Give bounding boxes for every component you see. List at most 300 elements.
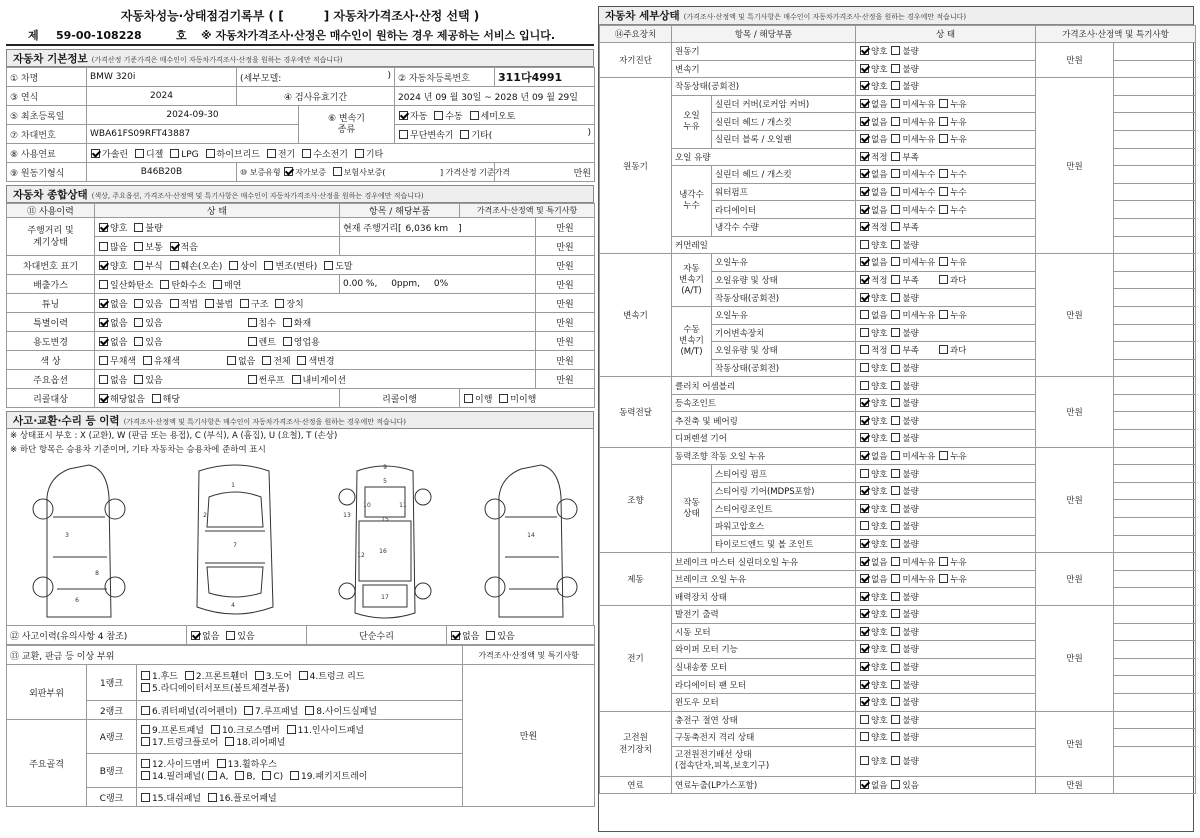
- tuning-legal-checkbox[interactable]: [170, 299, 179, 308]
- cyl-head-minor-checkbox[interactable]: [891, 117, 900, 126]
- water-pump-none-checkbox[interactable]: [860, 187, 869, 196]
- state-cyl-cover: [856, 95, 1036, 113]
- group-engine: 원동기: [600, 78, 672, 254]
- title-part-a: 자동차성능·상태점검기록부 ( [: [120, 9, 284, 23]
- item-hv-wire-2: (접속단자,피복,보호기구): [675, 761, 770, 772]
- hv-port-good-checkbox[interactable]: [860, 715, 869, 724]
- br-oil-leak-label: 누유: [950, 575, 967, 586]
- trans-auto-checkbox[interactable]: [399, 111, 408, 120]
- recall-yes-checkbox[interactable]: [152, 394, 161, 403]
- blower-good-checkbox[interactable]: [860, 662, 869, 671]
- at-oil-leak-checkbox[interactable]: [939, 257, 948, 266]
- cyl-block-none-checkbox[interactable]: [860, 134, 869, 143]
- hv-port-good-label: 양호: [871, 715, 888, 726]
- self-engine-bad-checkbox[interactable]: [891, 46, 900, 55]
- mt-gear-good-checkbox[interactable]: [860, 328, 869, 337]
- steer-joint-bad-label: 불량: [902, 504, 919, 515]
- hv-port-bad-checkbox[interactable]: [891, 715, 900, 724]
- part-3-checkbox[interactable]: [255, 671, 264, 680]
- mt-oil-leak-checkbox[interactable]: [939, 310, 948, 319]
- options-yes-label: 있음: [145, 375, 163, 386]
- special-yes-checkbox[interactable]: [134, 318, 143, 327]
- br-master-leak-checkbox[interactable]: [939, 557, 948, 566]
- br-master-minor-checkbox[interactable]: [891, 557, 900, 566]
- pillar-b-checkbox[interactable]: [235, 771, 244, 780]
- shaft-bad-label: 불량: [902, 416, 919, 427]
- at-op-good-checkbox[interactable]: [860, 293, 869, 302]
- trans-options-2: [395, 125, 595, 144]
- diagram-num-5: 5: [383, 478, 387, 485]
- usage-change-price: 만원: [536, 332, 595, 351]
- engine-type-label: ⑨ 원동기형식: [7, 163, 87, 182]
- oil-flow-low-label: 부족: [902, 152, 919, 163]
- state-power-hose: [856, 518, 1036, 536]
- ps-oil-leak-checkbox[interactable]: [939, 451, 948, 460]
- sub-coolant-leak: [672, 166, 712, 236]
- engine-op-good-label: 양호: [871, 82, 888, 93]
- usage-business-checkbox[interactable]: [283, 337, 292, 346]
- hv-wire-good-checkbox[interactable]: [860, 756, 869, 765]
- br-master-leak-label: 누유: [950, 557, 967, 568]
- diagram-num-15: 15: [381, 516, 389, 523]
- recall-not-done-checkbox[interactable]: [499, 394, 508, 403]
- item-at-flow: 오일유량 및 상태: [712, 271, 856, 289]
- alt-bad-label: 불량: [902, 610, 919, 621]
- mileage-low-checkbox[interactable]: [170, 242, 179, 251]
- accident-yes-checkbox[interactable]: [226, 631, 235, 640]
- cyl-head-leak-checkbox[interactable]: [939, 117, 948, 126]
- at-flow-ok-checkbox[interactable]: [860, 275, 869, 284]
- overall-note: (색상, 주요옵션, 가격조사·산정액 및 특기사항은 매수인이 자동차가격조사·산정을 원하는 경우에만 적습니다): [91, 192, 424, 200]
- shaft-good-checkbox[interactable]: [860, 416, 869, 425]
- diagram-num-7: 7: [233, 542, 237, 549]
- part-8-checkbox[interactable]: [305, 706, 314, 715]
- fuel-options: [87, 144, 595, 163]
- main-options-price: 만원: [536, 370, 595, 389]
- part-7-label: 7.루프패널: [255, 706, 299, 717]
- sub-steer-op: [672, 465, 712, 553]
- steer-pump-bad-checkbox[interactable]: [891, 469, 900, 478]
- vin-mark-label: 차대번호 표기: [7, 256, 95, 275]
- basic-info-note: (가격산정 기준가격은 매수인이 자동차가격조사·산정을 원하는 경우에만 적습니다): [91, 56, 343, 64]
- rank1-label: 1랭크: [87, 665, 137, 701]
- vin-mark-corrosion-checkbox[interactable]: [134, 261, 143, 270]
- car-name-value: BMW 320i: [87, 68, 237, 87]
- mt-op-good-checkbox[interactable]: [860, 363, 869, 372]
- pillar-c-checkbox[interactable]: [262, 771, 271, 780]
- at-flow-ok-label: 적정: [871, 276, 888, 287]
- part-13-checkbox[interactable]: [217, 759, 226, 768]
- cyl-cover-minor-checkbox[interactable]: [891, 99, 900, 108]
- warranty-insurer-checkbox[interactable]: [333, 167, 342, 176]
- cyl-cover-none-checkbox[interactable]: [860, 99, 869, 108]
- fuel-leak-yes-label: 있음: [902, 781, 919, 792]
- mt-flow-low-checkbox[interactable]: [891, 345, 900, 354]
- accident-none-label: 없음: [202, 631, 220, 642]
- color-full-checkbox[interactable]: [262, 356, 271, 365]
- detail-model-close: ): [387, 70, 391, 81]
- part-4-checkbox[interactable]: [299, 671, 308, 680]
- part-6-checkbox[interactable]: [141, 706, 150, 715]
- state-radiator: [856, 201, 1036, 219]
- trans-manual-checkbox[interactable]: [434, 111, 443, 120]
- sub-man-3: (M/T): [680, 347, 703, 358]
- trans-semi-checkbox[interactable]: [470, 111, 479, 120]
- repair-none-checkbox[interactable]: [451, 631, 460, 640]
- trans-other-checkbox[interactable]: [460, 130, 469, 139]
- starter-bad-checkbox[interactable]: [891, 627, 900, 636]
- water-pump-minor-checkbox[interactable]: [891, 187, 900, 196]
- diagram-num-12: 12: [357, 552, 365, 559]
- mt-flow-over-checkbox[interactable]: [939, 345, 948, 354]
- steer-pump-good-label: 양호: [871, 469, 888, 480]
- booster-good-checkbox[interactable]: [860, 592, 869, 601]
- fan-good-checkbox[interactable]: [860, 680, 869, 689]
- service-note: ※ 자동차가격조사·산정은 매수인이 원하는 경우 제공하는 서비스 입니다.: [201, 29, 556, 42]
- accident-none-checkbox[interactable]: [191, 631, 200, 640]
- trans-label-2: 종류: [337, 124, 356, 135]
- repair-yes-label: 있음: [497, 631, 515, 642]
- vin-mark-smear-checkbox[interactable]: [324, 261, 333, 270]
- item-mt-op: 작동상태(공회전): [712, 359, 856, 377]
- state-radiator-fan: [856, 676, 1036, 694]
- common-rail-good-checkbox[interactable]: [860, 240, 869, 249]
- fuel-hybrid-checkbox[interactable]: [206, 149, 215, 158]
- group-hv-2: 전기장치: [619, 744, 652, 755]
- usage-none-checkbox[interactable]: [99, 337, 108, 346]
- options-yes-checkbox[interactable]: [134, 375, 143, 384]
- sub-man-1: 수동: [683, 325, 700, 336]
- steer-pump-good-checkbox[interactable]: [860, 469, 869, 478]
- trans-semi-label: 세미오토: [480, 111, 516, 122]
- br-oil-none-checkbox[interactable]: [860, 574, 869, 583]
- state-self-trans: [856, 60, 1036, 78]
- gauge-good-checkbox[interactable]: [99, 223, 108, 232]
- accident-history-label: ⑫ 사고이력(유의사항 4 참조): [7, 626, 187, 645]
- clutch-good-checkbox[interactable]: [860, 381, 869, 390]
- diff-bad-checkbox[interactable]: [891, 433, 900, 442]
- sub-oil-leak: [672, 95, 712, 148]
- usage-yes-checkbox[interactable]: [134, 337, 143, 346]
- self-trans-good-checkbox[interactable]: [860, 64, 869, 73]
- engine-op-bad-checkbox[interactable]: [891, 81, 900, 90]
- br-master-minor-label: 미세누유: [902, 557, 936, 568]
- tuning-device-checkbox[interactable]: [275, 299, 284, 308]
- fuel-lpg-checkbox[interactable]: [170, 149, 179, 158]
- steer-gear-good-checkbox[interactable]: [860, 486, 869, 495]
- item-coolant: 냉각수 수량: [712, 218, 856, 236]
- mt-oil-leak-label: 누유: [950, 311, 967, 322]
- color-change-label: 색변경: [308, 356, 335, 367]
- vin-mark-altered-checkbox[interactable]: [264, 261, 273, 270]
- part-5-checkbox[interactable]: [141, 683, 150, 692]
- oil-flow-low-checkbox[interactable]: [891, 152, 900, 161]
- water-pump-leak-checkbox[interactable]: [939, 187, 948, 196]
- at-oil-none-checkbox[interactable]: [860, 257, 869, 266]
- mt-flow-ok-checkbox[interactable]: [860, 345, 869, 354]
- cv-good-checkbox[interactable]: [860, 398, 869, 407]
- engine-op-good-checkbox[interactable]: [860, 81, 869, 90]
- mileage-normal-checkbox[interactable]: [134, 242, 143, 251]
- fuel-electric-label: 전기: [277, 149, 296, 160]
- state-steer-joint: [856, 500, 1036, 518]
- options-sunroof-checkbox[interactable]: [248, 375, 257, 384]
- fuel-gasoline-checkbox[interactable]: [91, 149, 100, 158]
- item-clutch: 클러치 어셈블리: [672, 377, 856, 395]
- cyl-block-minor-checkbox[interactable]: [891, 134, 900, 143]
- options-navigation-checkbox[interactable]: [292, 375, 301, 384]
- blower-bad-checkbox[interactable]: [891, 662, 900, 671]
- repair-yes-checkbox[interactable]: [486, 631, 495, 640]
- hose-good-checkbox[interactable]: [860, 521, 869, 530]
- window-good-checkbox[interactable]: [860, 697, 869, 706]
- ps-oil-minor-checkbox[interactable]: [891, 451, 900, 460]
- br-oil-leak-checkbox[interactable]: [939, 574, 948, 583]
- window-bad-checkbox[interactable]: [891, 697, 900, 706]
- tuning-yes-checkbox[interactable]: [134, 299, 143, 308]
- at-flow-low-checkbox[interactable]: [891, 275, 900, 284]
- part-7-checkbox[interactable]: [244, 706, 253, 715]
- starter-good-checkbox[interactable]: [860, 627, 869, 636]
- br-master-none-checkbox[interactable]: [860, 557, 869, 566]
- cv-bad-checkbox[interactable]: [891, 398, 900, 407]
- state-cyl-head: [856, 113, 1036, 131]
- steer-joint-bad-checkbox[interactable]: [891, 504, 900, 513]
- emission-co-checkbox[interactable]: [99, 280, 108, 289]
- state-steer-gear: [856, 482, 1036, 500]
- engine-op-bad-label: 불량: [902, 82, 919, 93]
- color-chromatic-checkbox[interactable]: [143, 356, 152, 365]
- warranty-close: ]: [439, 167, 444, 177]
- trans-other-label: 기타(: [471, 130, 493, 141]
- item-steer-joint: 스티어링조인트: [712, 500, 856, 518]
- mt-op-bad-checkbox[interactable]: [891, 363, 900, 372]
- cool-head-none-checkbox[interactable]: [860, 169, 869, 178]
- recall-done-checkbox[interactable]: [464, 394, 473, 403]
- part-16-checkbox[interactable]: [208, 793, 217, 802]
- part-14-checkbox[interactable]: [141, 771, 150, 780]
- fuel-leak-none-checkbox[interactable]: [860, 780, 869, 789]
- steer-pump-bad-label: 불량: [902, 469, 919, 480]
- part-18-checkbox[interactable]: [225, 737, 234, 746]
- cool-head-leak-checkbox[interactable]: [939, 169, 948, 178]
- trans-cvt-label: 무단변속기: [410, 130, 454, 141]
- self-engine-good-checkbox[interactable]: [860, 46, 869, 55]
- price-electric: 만원: [1036, 606, 1114, 712]
- wiper-bad-label: 불량: [902, 645, 919, 656]
- group-high-voltage: [600, 711, 672, 776]
- diagram-num-10: 10: [363, 502, 371, 509]
- emission-smoke-value: 0%: [433, 279, 449, 289]
- coolant-ok-checkbox[interactable]: [860, 222, 869, 231]
- hv-wire-bad-label: 불량: [902, 757, 919, 768]
- gauge-bad-checkbox[interactable]: [134, 223, 143, 232]
- steer-joint-good-checkbox[interactable]: [860, 504, 869, 513]
- hv-bat-good-label: 양호: [871, 733, 888, 744]
- diagram-num-4: 4: [231, 602, 235, 609]
- wiper-good-checkbox[interactable]: [860, 644, 869, 653]
- tie-rod-bad-checkbox[interactable]: [891, 539, 900, 548]
- hose-good-label: 양호: [871, 522, 888, 533]
- at-oil-none-label: 없음: [871, 258, 888, 269]
- cv-good-label: 양호: [871, 399, 888, 410]
- state-blower: [856, 658, 1036, 676]
- fuel-diesel-checkbox[interactable]: [135, 149, 144, 158]
- oil-flow-ok-label: 적정: [871, 152, 888, 163]
- sub-man-2: 변속기: [679, 336, 704, 347]
- wiper-good-label: 양호: [871, 645, 888, 656]
- part-2-checkbox[interactable]: [185, 671, 194, 680]
- self-trans-bad-label: 불량: [902, 64, 919, 75]
- mt-oil-minor-label: 미세누유: [902, 311, 936, 322]
- fuel-leak-yes-checkbox[interactable]: [891, 780, 900, 789]
- parts-price-header: 가격조사·산정액 및 특기사항: [463, 646, 595, 665]
- vin-mark-options: [95, 256, 536, 275]
- fuel-hydrogen-checkbox[interactable]: [302, 149, 311, 158]
- part-9-checkbox[interactable]: [141, 725, 150, 734]
- wiper-bad-checkbox[interactable]: [891, 644, 900, 653]
- mileage-high-checkbox[interactable]: [99, 242, 108, 251]
- rankB-label: B랭크: [87, 754, 137, 788]
- item-mt-gear: 기어변속장치: [712, 324, 856, 342]
- shaft-bad-checkbox[interactable]: [891, 416, 900, 425]
- part-12-checkbox[interactable]: [141, 759, 150, 768]
- trans-options: [395, 106, 595, 125]
- common-rail-bad-checkbox[interactable]: [891, 240, 900, 249]
- part-1-checkbox[interactable]: [141, 671, 150, 680]
- mt-gear-bad-checkbox[interactable]: [891, 328, 900, 337]
- pillar-a-checkbox[interactable]: [208, 771, 217, 780]
- part-15-checkbox[interactable]: [141, 793, 150, 802]
- outer-panel-label: 외판부위: [7, 665, 87, 720]
- oil-flow-ok-checkbox[interactable]: [860, 152, 869, 161]
- group-electric: 전기: [600, 606, 672, 712]
- part-11-checkbox[interactable]: [287, 725, 296, 734]
- steer-gear-bad-checkbox[interactable]: [891, 486, 900, 495]
- accident-title: 사고·교환·수리 등 이력: [13, 415, 120, 427]
- clutch-bad-checkbox[interactable]: [891, 381, 900, 390]
- recall-done-options: [460, 389, 595, 408]
- diagram-num-14: 14: [527, 532, 535, 539]
- mt-oil-minor-checkbox[interactable]: [891, 310, 900, 319]
- alt-good-checkbox[interactable]: [860, 609, 869, 618]
- color-achromatic-checkbox[interactable]: [99, 356, 108, 365]
- mt-oil-none-checkbox[interactable]: [860, 310, 869, 319]
- tuning-device-label: 장치: [286, 299, 304, 310]
- booster-bad-checkbox[interactable]: [891, 592, 900, 601]
- mt-gear-good-label: 양호: [871, 328, 888, 339]
- vin-mark-good-checkbox[interactable]: [99, 261, 108, 270]
- recall-none-label: 해당없음: [110, 394, 145, 405]
- options-none-label: 없음: [110, 375, 128, 386]
- self-engine-good-label: 양호: [871, 47, 888, 58]
- sub-cool-1: 냉각수: [679, 189, 704, 200]
- docnum-suffix: 호: [176, 29, 187, 42]
- hv-bat-bad-checkbox[interactable]: [891, 732, 900, 741]
- options-none-checkbox[interactable]: [99, 375, 108, 384]
- cool-head-minor-checkbox[interactable]: [891, 169, 900, 178]
- br-oil-minor-checkbox[interactable]: [891, 574, 900, 583]
- special-flood-checkbox[interactable]: [248, 318, 257, 327]
- hose-bad-checkbox[interactable]: [891, 521, 900, 530]
- diff-good-checkbox[interactable]: [860, 433, 869, 442]
- part-6-label: 6.쿼터패널(리어펜더): [152, 706, 238, 717]
- accident-header: [6, 411, 594, 429]
- item-hv-wire-1: 고전원전기배선 상태: [675, 750, 752, 761]
- inspect-from: 2024 년 09 월 30일: [398, 92, 482, 103]
- color-price: 만원: [536, 351, 595, 370]
- tie-rod-good-checkbox[interactable]: [860, 539, 869, 548]
- vin-mark-differ-checkbox[interactable]: [229, 261, 238, 270]
- item-radiator-fan: 라디에이터 팬 모터: [672, 676, 856, 694]
- item-cyl-block: 실린더 블록 / 오일팬: [712, 130, 856, 148]
- state-at-oil: [856, 254, 1036, 272]
- cyl-head-none-checkbox[interactable]: [860, 117, 869, 126]
- trans-cvt-checkbox[interactable]: [399, 130, 408, 139]
- diagram-num-3: 3: [65, 532, 69, 539]
- state-self-engine: [856, 43, 1036, 61]
- hv-wire-bad-checkbox[interactable]: [891, 756, 900, 765]
- radiator-none-checkbox[interactable]: [860, 205, 869, 214]
- hv-bat-good-checkbox[interactable]: [860, 732, 869, 741]
- state-common-rail: [856, 236, 1036, 254]
- mt-flow-low-label: 부족: [902, 346, 919, 357]
- tuning-structure-checkbox[interactable]: [240, 299, 249, 308]
- part-19-checkbox[interactable]: [290, 771, 299, 780]
- fuel-electric-checkbox[interactable]: [267, 149, 276, 158]
- cyl-block-leak-label: 누유: [950, 135, 967, 146]
- radiator-leak-checkbox[interactable]: [939, 205, 948, 214]
- color-change-checkbox[interactable]: [297, 356, 306, 365]
- alt-bad-checkbox[interactable]: [891, 609, 900, 618]
- fuel-other-checkbox[interactable]: [355, 149, 364, 158]
- at-oil-minor-checkbox[interactable]: [891, 257, 900, 266]
- item-radiator: 라디에이터: [712, 201, 856, 219]
- part-10-checkbox[interactable]: [211, 725, 220, 734]
- cyl-block-leak-checkbox[interactable]: [939, 134, 948, 143]
- usage-rent-checkbox[interactable]: [248, 337, 257, 346]
- tuning-none-checkbox[interactable]: [99, 299, 108, 308]
- state-hv-port: [856, 711, 1036, 729]
- tuning-illegal-checkbox[interactable]: [205, 299, 214, 308]
- emission-hc-checkbox[interactable]: [160, 280, 169, 289]
- color-achromatic-label: 무채색: [110, 356, 137, 367]
- water-pump-leak-label: 누수: [950, 188, 967, 199]
- vin-mark-corrosion-label: 부식: [145, 261, 163, 272]
- ps-oil-none-checkbox[interactable]: [860, 451, 869, 460]
- rankA-items: [137, 720, 463, 754]
- self-trans-bad-checkbox[interactable]: [891, 64, 900, 73]
- at-op-bad-checkbox[interactable]: [891, 293, 900, 302]
- part-1-label: 1.후드: [152, 671, 178, 682]
- special-fire-checkbox[interactable]: [283, 318, 292, 327]
- coolant-low-checkbox[interactable]: [891, 222, 900, 231]
- vin-mark-damage-checkbox[interactable]: [170, 261, 179, 270]
- at-flow-over-checkbox[interactable]: [939, 275, 948, 284]
- radiator-minor-checkbox[interactable]: [891, 205, 900, 214]
- fan-bad-checkbox[interactable]: [891, 680, 900, 689]
- warranty-self-checkbox[interactable]: [284, 167, 293, 176]
- item-cv-joint: 등속조인트: [672, 394, 856, 412]
- emission-smoke-checkbox[interactable]: [213, 280, 222, 289]
- cyl-cover-leak-checkbox[interactable]: [939, 99, 948, 108]
- detail-title: 자동차 세부상태: [605, 10, 680, 22]
- recall-none-checkbox[interactable]: [99, 394, 108, 403]
- part-17-checkbox[interactable]: [141, 737, 150, 746]
- at-flow-over-label: 과다: [949, 276, 967, 287]
- color-none-checkbox[interactable]: [227, 356, 236, 365]
- special-none-checkbox[interactable]: [99, 318, 108, 327]
